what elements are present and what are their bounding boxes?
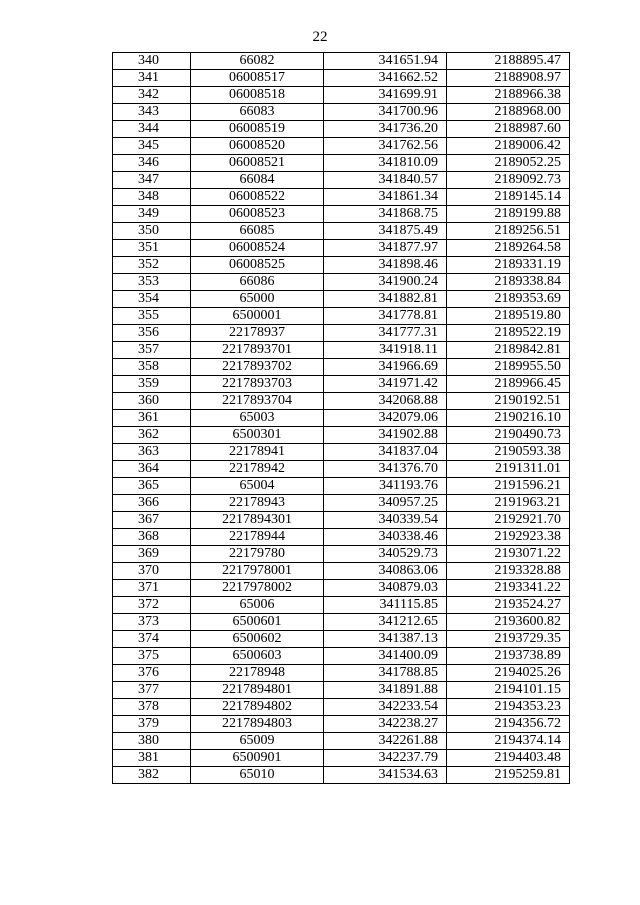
point-id-cell: 06008521 [191, 155, 324, 172]
x-coordinate-cell: 341777.31 [324, 325, 447, 342]
y-coordinate-cell: 2188966.38 [447, 87, 570, 104]
y-coordinate-cell: 2193738.89 [447, 648, 570, 665]
table-row [113, 410, 570, 427]
row-number-cell: 366 [113, 495, 191, 512]
table-row [113, 767, 570, 784]
point-id-cell: 06008520 [191, 138, 324, 155]
row-number-cell: 364 [113, 461, 191, 478]
y-coordinate-cell: 2189522.19 [447, 325, 570, 342]
table-row [113, 223, 570, 240]
point-id-cell: 22178942 [191, 461, 324, 478]
y-coordinate-cell: 2193524.27 [447, 597, 570, 614]
point-id-cell: 66083 [191, 104, 324, 121]
table-row [113, 325, 570, 342]
x-coordinate-cell: 340957.25 [324, 495, 447, 512]
y-coordinate-cell: 2189353.69 [447, 291, 570, 308]
row-number-cell: 370 [113, 563, 191, 580]
point-id-cell: 66085 [191, 223, 324, 240]
x-coordinate-cell: 341193.76 [324, 478, 447, 495]
table-row [113, 716, 570, 733]
row-number-cell: 351 [113, 240, 191, 257]
table-row [113, 240, 570, 257]
point-id-cell: 6500301 [191, 427, 324, 444]
y-coordinate-cell: 2189256.51 [447, 223, 570, 240]
row-number-cell: 376 [113, 665, 191, 682]
point-id-cell: 66086 [191, 274, 324, 291]
row-number-cell: 374 [113, 631, 191, 648]
table-row [113, 53, 570, 70]
row-number-cell: 349 [113, 206, 191, 223]
row-number-cell: 360 [113, 393, 191, 410]
table-row [113, 87, 570, 104]
x-coordinate-cell: 341699.91 [324, 87, 447, 104]
point-id-cell: 06008517 [191, 70, 324, 87]
row-number-cell: 382 [113, 767, 191, 784]
table-row [113, 614, 570, 631]
x-coordinate-cell: 341877.97 [324, 240, 447, 257]
table-row [113, 308, 570, 325]
table-row [113, 427, 570, 444]
table-row [113, 699, 570, 716]
row-number-cell: 365 [113, 478, 191, 495]
point-id-cell: 2217893701 [191, 342, 324, 359]
y-coordinate-cell: 2189331.19 [447, 257, 570, 274]
y-coordinate-cell: 2193600.82 [447, 614, 570, 631]
point-id-cell: 2217894801 [191, 682, 324, 699]
table-row [113, 359, 570, 376]
point-id-cell: 65004 [191, 478, 324, 495]
table-row [113, 495, 570, 512]
y-coordinate-cell: 2189966.45 [447, 376, 570, 393]
y-coordinate-cell: 2189842.81 [447, 342, 570, 359]
x-coordinate-cell: 342079.06 [324, 410, 447, 427]
row-number-cell: 381 [113, 750, 191, 767]
table-row [113, 648, 570, 665]
row-number-cell: 362 [113, 427, 191, 444]
x-coordinate-cell: 341971.42 [324, 376, 447, 393]
x-coordinate-cell: 341902.88 [324, 427, 447, 444]
row-number-cell: 341 [113, 70, 191, 87]
table-row [113, 733, 570, 750]
point-id-cell: 2217893702 [191, 359, 324, 376]
x-coordinate-cell: 341882.81 [324, 291, 447, 308]
table-row [113, 138, 570, 155]
table-row [113, 580, 570, 597]
table-row [113, 342, 570, 359]
y-coordinate-cell: 2189264.58 [447, 240, 570, 257]
y-coordinate-cell: 2195259.81 [447, 767, 570, 784]
row-number-cell: 343 [113, 104, 191, 121]
point-id-cell: 65006 [191, 597, 324, 614]
row-number-cell: 348 [113, 189, 191, 206]
y-coordinate-cell: 2189006.42 [447, 138, 570, 155]
y-coordinate-cell: 2189338.84 [447, 274, 570, 291]
point-id-cell: 66084 [191, 172, 324, 189]
table-row [113, 750, 570, 767]
table-row [113, 631, 570, 648]
coordinates-table [112, 52, 570, 784]
y-coordinate-cell: 2193729.35 [447, 631, 570, 648]
x-coordinate-cell: 341651.94 [324, 53, 447, 70]
point-id-cell: 22178943 [191, 495, 324, 512]
y-coordinate-cell: 2189199.88 [447, 206, 570, 223]
x-coordinate-cell: 342068.88 [324, 393, 447, 410]
y-coordinate-cell: 2191596.21 [447, 478, 570, 495]
row-number-cell: 359 [113, 376, 191, 393]
point-id-cell: 2217894802 [191, 699, 324, 716]
x-coordinate-cell: 341918.11 [324, 342, 447, 359]
table-row [113, 444, 570, 461]
x-coordinate-cell: 341115.85 [324, 597, 447, 614]
y-coordinate-cell: 2189519.80 [447, 308, 570, 325]
point-id-cell: 65009 [191, 733, 324, 750]
row-number-cell: 355 [113, 308, 191, 325]
point-id-cell: 2217978002 [191, 580, 324, 597]
x-coordinate-cell: 341788.85 [324, 665, 447, 682]
row-number-cell: 340 [113, 53, 191, 70]
x-coordinate-cell: 340338.46 [324, 529, 447, 546]
x-coordinate-cell: 340863.06 [324, 563, 447, 580]
point-id-cell: 6500001 [191, 308, 324, 325]
point-id-cell: 06008525 [191, 257, 324, 274]
y-coordinate-cell: 2190490.73 [447, 427, 570, 444]
table-row [113, 597, 570, 614]
row-number-cell: 372 [113, 597, 191, 614]
row-number-cell: 363 [113, 444, 191, 461]
y-coordinate-cell: 2188987.60 [447, 121, 570, 138]
x-coordinate-cell: 341534.63 [324, 767, 447, 784]
y-coordinate-cell: 2189092.73 [447, 172, 570, 189]
row-number-cell: 345 [113, 138, 191, 155]
point-id-cell: 22179780 [191, 546, 324, 563]
table-row [113, 512, 570, 529]
table-row [113, 461, 570, 478]
point-id-cell: 2217894803 [191, 716, 324, 733]
table-row [113, 189, 570, 206]
table-row [113, 546, 570, 563]
x-coordinate-cell: 341837.04 [324, 444, 447, 461]
point-id-cell: 66082 [191, 53, 324, 70]
row-number-cell: 357 [113, 342, 191, 359]
row-number-cell: 377 [113, 682, 191, 699]
y-coordinate-cell: 2188908.97 [447, 70, 570, 87]
table-row [113, 155, 570, 172]
row-number-cell: 358 [113, 359, 191, 376]
x-coordinate-cell: 341875.49 [324, 223, 447, 240]
point-id-cell: 65000 [191, 291, 324, 308]
y-coordinate-cell: 2189955.50 [447, 359, 570, 376]
table-row [113, 291, 570, 308]
table-row [113, 121, 570, 138]
x-coordinate-cell: 342238.27 [324, 716, 447, 733]
row-number-cell: 346 [113, 155, 191, 172]
table-row [113, 529, 570, 546]
x-coordinate-cell: 341400.09 [324, 648, 447, 665]
y-coordinate-cell: 2189052.25 [447, 155, 570, 172]
table-row [113, 563, 570, 580]
x-coordinate-cell: 341700.96 [324, 104, 447, 121]
y-coordinate-cell: 2194025.26 [447, 665, 570, 682]
x-coordinate-cell: 342261.88 [324, 733, 447, 750]
coordinates-table-body [113, 53, 570, 784]
table-row [113, 478, 570, 495]
row-number-cell: 373 [113, 614, 191, 631]
point-id-cell: 22178948 [191, 665, 324, 682]
y-coordinate-cell: 2190216.10 [447, 410, 570, 427]
y-coordinate-cell: 2193328.88 [447, 563, 570, 580]
x-coordinate-cell: 341736.20 [324, 121, 447, 138]
point-id-cell: 06008518 [191, 87, 324, 104]
row-number-cell: 368 [113, 529, 191, 546]
x-coordinate-cell: 341868.75 [324, 206, 447, 223]
y-coordinate-cell: 2188968.00 [447, 104, 570, 121]
point-id-cell: 06008519 [191, 121, 324, 138]
table-row [113, 206, 570, 223]
row-number-cell: 354 [113, 291, 191, 308]
row-number-cell: 356 [113, 325, 191, 342]
x-coordinate-cell: 341966.69 [324, 359, 447, 376]
row-number-cell: 361 [113, 410, 191, 427]
row-number-cell: 344 [113, 121, 191, 138]
row-number-cell: 380 [113, 733, 191, 750]
x-coordinate-cell: 341900.24 [324, 274, 447, 291]
table-row [113, 665, 570, 682]
row-number-cell: 371 [113, 580, 191, 597]
point-id-cell: 6500901 [191, 750, 324, 767]
point-id-cell: 22178941 [191, 444, 324, 461]
table-row [113, 393, 570, 410]
point-id-cell: 06008524 [191, 240, 324, 257]
y-coordinate-cell: 2194374.14 [447, 733, 570, 750]
row-number-cell: 350 [113, 223, 191, 240]
x-coordinate-cell: 341762.56 [324, 138, 447, 155]
row-number-cell: 378 [113, 699, 191, 716]
point-id-cell: 65003 [191, 410, 324, 427]
page-number: 22 [312, 29, 328, 45]
y-coordinate-cell: 2193341.22 [447, 580, 570, 597]
row-number-cell: 367 [113, 512, 191, 529]
x-coordinate-cell: 341376.70 [324, 461, 447, 478]
x-coordinate-cell: 342233.54 [324, 699, 447, 716]
y-coordinate-cell: 2188895.47 [447, 53, 570, 70]
table-row [113, 70, 570, 87]
x-coordinate-cell: 341387.13 [324, 631, 447, 648]
x-coordinate-cell: 341840.57 [324, 172, 447, 189]
point-id-cell: 6500602 [191, 631, 324, 648]
point-id-cell: 06008522 [191, 189, 324, 206]
row-number-cell: 369 [113, 546, 191, 563]
row-number-cell: 379 [113, 716, 191, 733]
point-id-cell: 2217894301 [191, 512, 324, 529]
x-coordinate-cell: 341898.46 [324, 257, 447, 274]
y-coordinate-cell: 2194101.15 [447, 682, 570, 699]
table-row [113, 274, 570, 291]
table-row [113, 257, 570, 274]
y-coordinate-cell: 2189145.14 [447, 189, 570, 206]
x-coordinate-cell: 341810.09 [324, 155, 447, 172]
table-row [113, 376, 570, 393]
point-id-cell: 65010 [191, 767, 324, 784]
y-coordinate-cell: 2192923.38 [447, 529, 570, 546]
row-number-cell: 352 [113, 257, 191, 274]
table-row [113, 104, 570, 121]
x-coordinate-cell: 341861.34 [324, 189, 447, 206]
point-id-cell: 6500603 [191, 648, 324, 665]
x-coordinate-cell: 340879.03 [324, 580, 447, 597]
x-coordinate-cell: 341778.81 [324, 308, 447, 325]
y-coordinate-cell: 2190192.51 [447, 393, 570, 410]
table-row [113, 682, 570, 699]
point-id-cell: 2217893704 [191, 393, 324, 410]
table-row [113, 172, 570, 189]
point-id-cell: 2217978001 [191, 563, 324, 580]
row-number-cell: 353 [113, 274, 191, 291]
y-coordinate-cell: 2194356.72 [447, 716, 570, 733]
x-coordinate-cell: 342237.79 [324, 750, 447, 767]
y-coordinate-cell: 2190593.38 [447, 444, 570, 461]
y-coordinate-cell: 2191311.01 [447, 461, 570, 478]
point-id-cell: 22178937 [191, 325, 324, 342]
x-coordinate-cell: 341662.52 [324, 70, 447, 87]
point-id-cell: 6500601 [191, 614, 324, 631]
point-id-cell: 2217893703 [191, 376, 324, 393]
y-coordinate-cell: 2193071.22 [447, 546, 570, 563]
row-number-cell: 375 [113, 648, 191, 665]
x-coordinate-cell: 341891.88 [324, 682, 447, 699]
point-id-cell: 22178944 [191, 529, 324, 546]
x-coordinate-cell: 340529.73 [324, 546, 447, 563]
x-coordinate-cell: 341212.65 [324, 614, 447, 631]
row-number-cell: 342 [113, 87, 191, 104]
y-coordinate-cell: 2192921.70 [447, 512, 570, 529]
row-number-cell: 347 [113, 172, 191, 189]
y-coordinate-cell: 2194403.48 [447, 750, 570, 767]
x-coordinate-cell: 340339.54 [324, 512, 447, 529]
point-id-cell: 06008523 [191, 206, 324, 223]
y-coordinate-cell: 2194353.23 [447, 699, 570, 716]
y-coordinate-cell: 2191963.21 [447, 495, 570, 512]
